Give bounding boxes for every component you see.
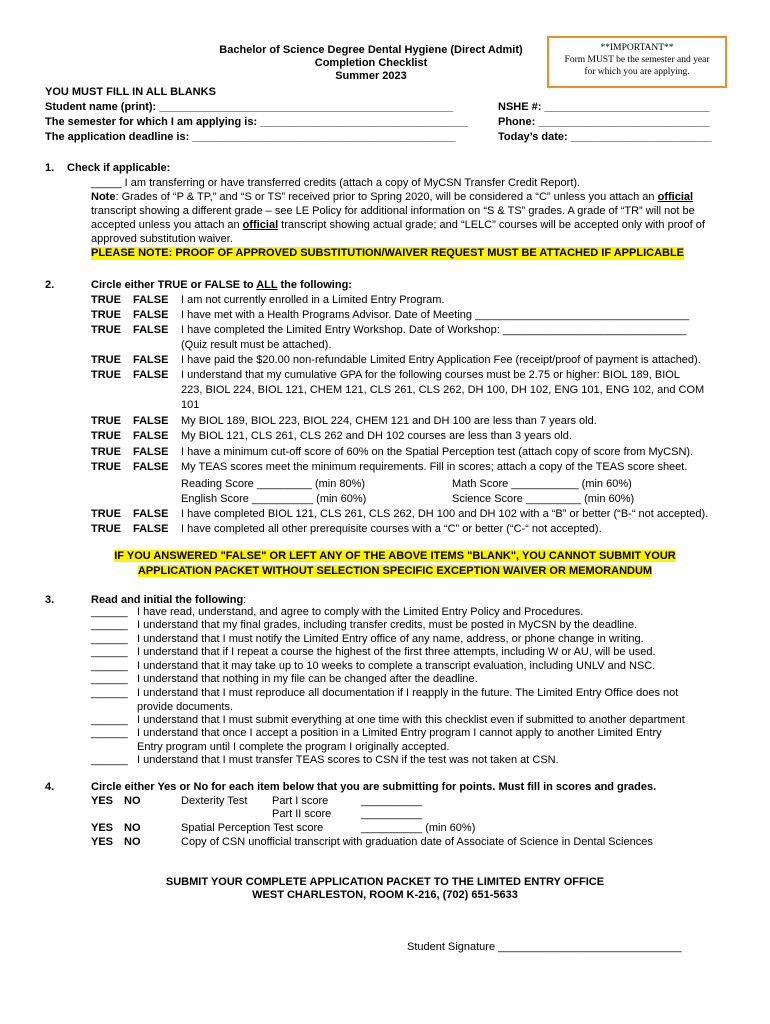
yes-option-3[interactable]: YES (91, 836, 114, 848)
statement-text: I have paid the $20.00 non-refundable Limited Entry Application Fee (receipt/proof of payment is attached). (181, 354, 701, 366)
no-option-2[interactable]: NO (124, 822, 141, 834)
initial-blank[interactable]: ______ (91, 633, 128, 645)
true-option[interactable]: TRUE (91, 461, 121, 473)
nshe-field[interactable]: NSHE #: ___________________________ (498, 101, 710, 113)
todays-date-field[interactable]: Today’s date: _______________________ (498, 131, 712, 143)
statement-text: (Quiz result must be attached). (181, 339, 332, 351)
initial-statement: I understand that my final grades, including transfer credits, must be posted in MyCSN by the deadline. (137, 619, 638, 631)
note-line-2: transcript showing a different grade – see LE Policy for additional information on “S & TS” grades. A grade of “TR” will not be (91, 205, 695, 217)
statement-text: My BIOL 189, BIOL 223, BIOL 224, CHEM 121 and DH 100 are less than 7 years old. (181, 415, 597, 427)
note-line-1 (91, 191, 693, 204)
part-2-label: Part II score (272, 808, 332, 820)
yes-option-2[interactable]: YES (91, 822, 114, 834)
statement-text: My TEAS scores meet the minimum requirements. Fill in scores; attach a copy of the TEAS score sheet. (181, 461, 688, 473)
important-notice-box (547, 36, 727, 88)
initial-statement: I understand that I must transfer TEAS scores to CSN if the test was not taken at CSN. (137, 754, 559, 766)
semester-field[interactable]: The semester for which I am applying is: __________________________________ (45, 116, 469, 128)
statement-text: 101 (181, 399, 200, 411)
initial-blank[interactable]: ______ (91, 673, 128, 685)
false-option[interactable]: FALSE (133, 523, 169, 535)
heading-b: the following: (277, 279, 352, 291)
false-option[interactable]: FALSE (133, 324, 169, 336)
true-option[interactable]: TRUE (91, 430, 121, 442)
heading-all: ALL (256, 279, 278, 291)
dexterity-test-label: Dexterity Test (181, 795, 248, 807)
official-word-2: official (242, 219, 279, 231)
phone-field[interactable]: Phone: ____________________________ (498, 116, 710, 128)
initial-statement: I understand that if I repeat a course the highest of the first three attempts, including W or AU, will be used. (137, 646, 656, 658)
english-score-field[interactable]: English Score __________ (min 60%) (181, 493, 367, 505)
science-score-field[interactable]: Science Score _________ (min 60%) (452, 493, 635, 505)
section-3-heading: Read and initial the following: (91, 594, 247, 606)
true-option[interactable]: TRUE (91, 369, 121, 381)
official-word: official (657, 191, 694, 203)
false-option[interactable]: FALSE (133, 415, 169, 427)
transfer-credits-item[interactable]: _____ I am transferring or have transferred credits (attach a copy of MyCSN Transfer Credit Report). (91, 177, 581, 189)
true-option[interactable]: TRUE (91, 508, 121, 520)
true-option[interactable]: TRUE (91, 309, 121, 321)
initial-blank[interactable]: ______ (91, 754, 128, 766)
note-text-c1: accepted unless you attach an (91, 219, 243, 231)
initial-statement: I understand that once I accept a position in a Limited Entry program I cannot apply to another Limited Entry (137, 727, 662, 739)
initial-statement: Entry program until I complete the program I originally accepted. (137, 741, 450, 753)
true-option[interactable]: TRUE (91, 446, 121, 458)
important-title: **IMPORTANT** (600, 43, 674, 53)
statement-text: I have a minimum cut-off score of 60% on the Spatial Perception test (attach copy of score from MyCSN). (181, 446, 694, 458)
false-option[interactable]: FALSE (133, 294, 169, 306)
section-4-number: 4. (45, 781, 55, 793)
warning-line-1: IF YOU ANSWERED "FALSE" OR LEFT ANY OF THE ABOVE ITEMS "BLANK", YOU CANNOT SUBMIT YOUR (114, 550, 676, 562)
section-2-number: 2. (45, 279, 55, 291)
title-line-2: Completion Checklist (314, 57, 428, 69)
initial-blank[interactable]: ______ (91, 727, 128, 739)
false-option[interactable]: FALSE (133, 369, 169, 381)
section-2-heading (91, 279, 352, 292)
initial-blank[interactable]: ______ (91, 606, 128, 618)
part-1-label: Part I score (272, 795, 329, 807)
deadline-field[interactable]: The application deadline is: ___________________________________________ (45, 131, 456, 143)
initial-blank[interactable]: ______ (91, 619, 128, 631)
false-option[interactable]: FALSE (133, 446, 169, 458)
section-3-number: 3. (45, 594, 55, 606)
part-2-score-blank[interactable]: __________ (361, 808, 423, 820)
spatial-test-label: Spatial Perception Test score (181, 822, 324, 834)
initial-blank[interactable]: ______ (91, 660, 128, 672)
student-signature-field[interactable]: Student Signature ______________________________ (407, 941, 682, 953)
yes-option-1[interactable]: YES (91, 795, 114, 807)
initial-statement: I have read, understand, and agree to comply with the Limited Entry Policy and Procedures. (137, 606, 584, 618)
false-option[interactable]: FALSE (133, 309, 169, 321)
title-line-1: Bachelor of Science Degree Dental Hygiene (Direct Admit) (219, 44, 523, 56)
warning-line-2: APPLICATION PACKET WITHOUT SELECTION SPECIFIC EXCEPTION WAIVER OR MEMORANDUM (137, 565, 653, 577)
statement-text: I have completed the Limited Entry Workshop. Date of Workshop: ______________________________ (181, 324, 687, 336)
section-1-heading: Check if applicable: (67, 162, 171, 174)
false-option[interactable]: FALSE (133, 430, 169, 442)
note-line-4: approved substitution waiver. (91, 233, 233, 245)
initial-statement: I understand that nothing in my file can be changed after the deadline. (137, 673, 478, 685)
note-text-a: : Grades of “P & TP,” and “S or TS” received prior to Spring 2020, will be considered a “C” unless you attach an (115, 191, 658, 203)
statement-text: 223, BIOL 224, BIOL 121, CHEM 121, CLS 261, CLS 262, DH 100, DH 102, ENG 101, ENG 102, and COM (181, 384, 705, 396)
math-score-field[interactable]: Math Score ___________ (min 60%) (452, 478, 632, 490)
must-fill-notice: YOU MUST FILL IN ALL BLANKS (45, 86, 216, 98)
statement-text: I am not currently enrolled in a Limited Entry Program. (181, 294, 445, 306)
initial-statement: I understand that I must reproduce all documentation if I reapply in the future. The Limited Entry Office does not (137, 687, 679, 699)
false-option[interactable]: FALSE (133, 461, 169, 473)
submit-line-2: WEST CHARLESTON, ROOM K-216, (702) 651-5633 (252, 889, 518, 901)
true-option[interactable]: TRUE (91, 324, 121, 336)
please-note-highlight: PLEASE NOTE: PROOF OF APPROVED SUBSTITUTION/WAIVER REQUEST MUST BE ATTACHED IF APPLICABLE (91, 247, 685, 259)
statement-text: I understand that my cumulative GPA for the following courses must be 2.75 or higher: BIOL 189, BIOL (181, 369, 680, 381)
spatial-score-blank[interactable]: __________ (min 60%) (361, 822, 476, 834)
transcript-item: Copy of CSN unofficial transcript with graduation date of Associate of Science in Dental Sciences (181, 836, 653, 848)
false-option[interactable]: FALSE (133, 354, 169, 366)
statement-text: I have completed all other prerequisite courses with a “C” or better (“C-“ not accepted). (181, 523, 602, 535)
initial-statement: provide documents. (137, 701, 233, 713)
title-line-3: Summer 2023 (335, 70, 407, 82)
important-line-1: Form MUST be the semester and year (564, 55, 710, 65)
part-1-score-blank[interactable]: __________ (361, 795, 423, 807)
reading-score-field[interactable]: Reading Score _________ (min 80%) (181, 478, 366, 490)
note-label: Note (91, 191, 116, 203)
true-option[interactable]: TRUE (91, 523, 121, 535)
false-option[interactable]: FALSE (133, 508, 169, 520)
submit-line-1: SUBMIT YOUR COMPLETE APPLICATION PACKET TO THE LIMITED ENTRY OFFICE (165, 876, 605, 888)
note-text-c2: transcript showing actual grade; and “LELC” courses will be accepted only with proof of (278, 219, 705, 231)
initial-statement: I understand that it may take up to 10 weeks to complete a transcript evaluation, including UNLV and NSC. (137, 660, 656, 672)
no-option-1[interactable]: NO (124, 795, 141, 807)
statement-text: My BIOL 121, CLS 261, CLS 262 and DH 102 courses are less than 3 years old. (181, 430, 572, 442)
statement-text: I have met with a Health Programs Advisor. Date of Meeting ___________________________________ (181, 309, 690, 321)
initial-blank[interactable]: ______ (91, 646, 128, 658)
note-line-3 (91, 219, 705, 232)
section-4-heading: Circle either Yes or No for each item below that you are submitting for points. Must fill in scores and grades. (91, 781, 657, 793)
initial-blank[interactable]: ______ (91, 687, 128, 699)
initial-statement: I understand that I must notify the Limited Entry office of any name, address, or phone change in writing. (137, 633, 644, 645)
initial-statement: I understand that I must submit everything at one time with this checklist even if submitted to another department (137, 714, 685, 726)
true-option[interactable]: TRUE (91, 415, 121, 427)
statement-text: I have completed BIOL 121, CLS 261, CLS 262, DH 100 and DH 102 with a “B” or better (“B-“ not accepted). (181, 508, 709, 520)
no-option-3[interactable]: NO (124, 836, 141, 848)
heading-a: Circle either TRUE or FALSE to (91, 279, 257, 291)
initial-blank[interactable]: ______ (91, 714, 128, 726)
true-option[interactable]: TRUE (91, 354, 121, 366)
document-title (190, 44, 552, 83)
true-option[interactable]: TRUE (91, 294, 121, 306)
important-line-2: for which you are applying. (584, 67, 690, 77)
section-1-number: 1. (45, 162, 55, 174)
student-name-field[interactable]: Student name (print): ________________________________________________ (45, 101, 453, 113)
